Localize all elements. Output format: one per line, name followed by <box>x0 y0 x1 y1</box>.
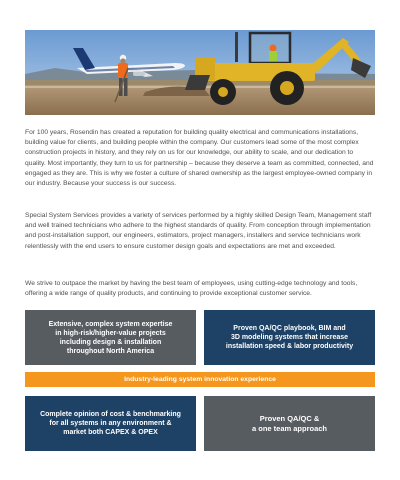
construction-airport-photo <box>25 30 375 115</box>
one-team-box: Proven QA/QC & a one team approach <box>204 396 375 451</box>
services-paragraph: Special System Services provides a variety of services performed by a highly skilled Design Team, Management staff and well trained technicians who adhere to the highest standards of quality. From conception through implementation and post-installation support, our engineers, estimators, project managers, installers and service technicians work relentlessly with the end users to ensure customer design goals and expectations are met and exceeded. <box>25 212 372 250</box>
mission-paragraph: We strive to outpace the market by having the best team of employees, using cutting-edge technology and tools, offering a wide range of quality products, and continuing to provide exceptional customer service. <box>25 280 358 298</box>
innovation-banner: Industry-leading system innovation experience <box>25 372 375 387</box>
qa-qc-playbook-box: Proven QA/QC playbook, BIM and 3D modeling systems that increase installation speed & labor productivity <box>204 310 375 365</box>
intro-paragraph: For 100 years, Rosendin has created a reputation for building quality electrical and communications installations, building value for clients, and building people within the company. Our customers lead some of the most complex construction projects in history, and they rely on us for our knowledge, our ability to scale, and our dedication to quality. Most importantly, they turn to us for partnership – because they deserve a team as committed, connected, and engaged as they are. This is why we foster a culture of shared ownership as the largest employee-owned company in our industry. Because your success is our success. <box>25 129 374 188</box>
hero-photo <box>25 30 375 115</box>
expertise-box: Extensive, complex system expertise in high-risk/higher-value projects including design & installation throughout North America <box>25 310 196 365</box>
cost-benchmarking-box: Complete opinion of cost & benchmarking for all systems in any environment & market both CAPEX & OPEX <box>25 396 196 451</box>
